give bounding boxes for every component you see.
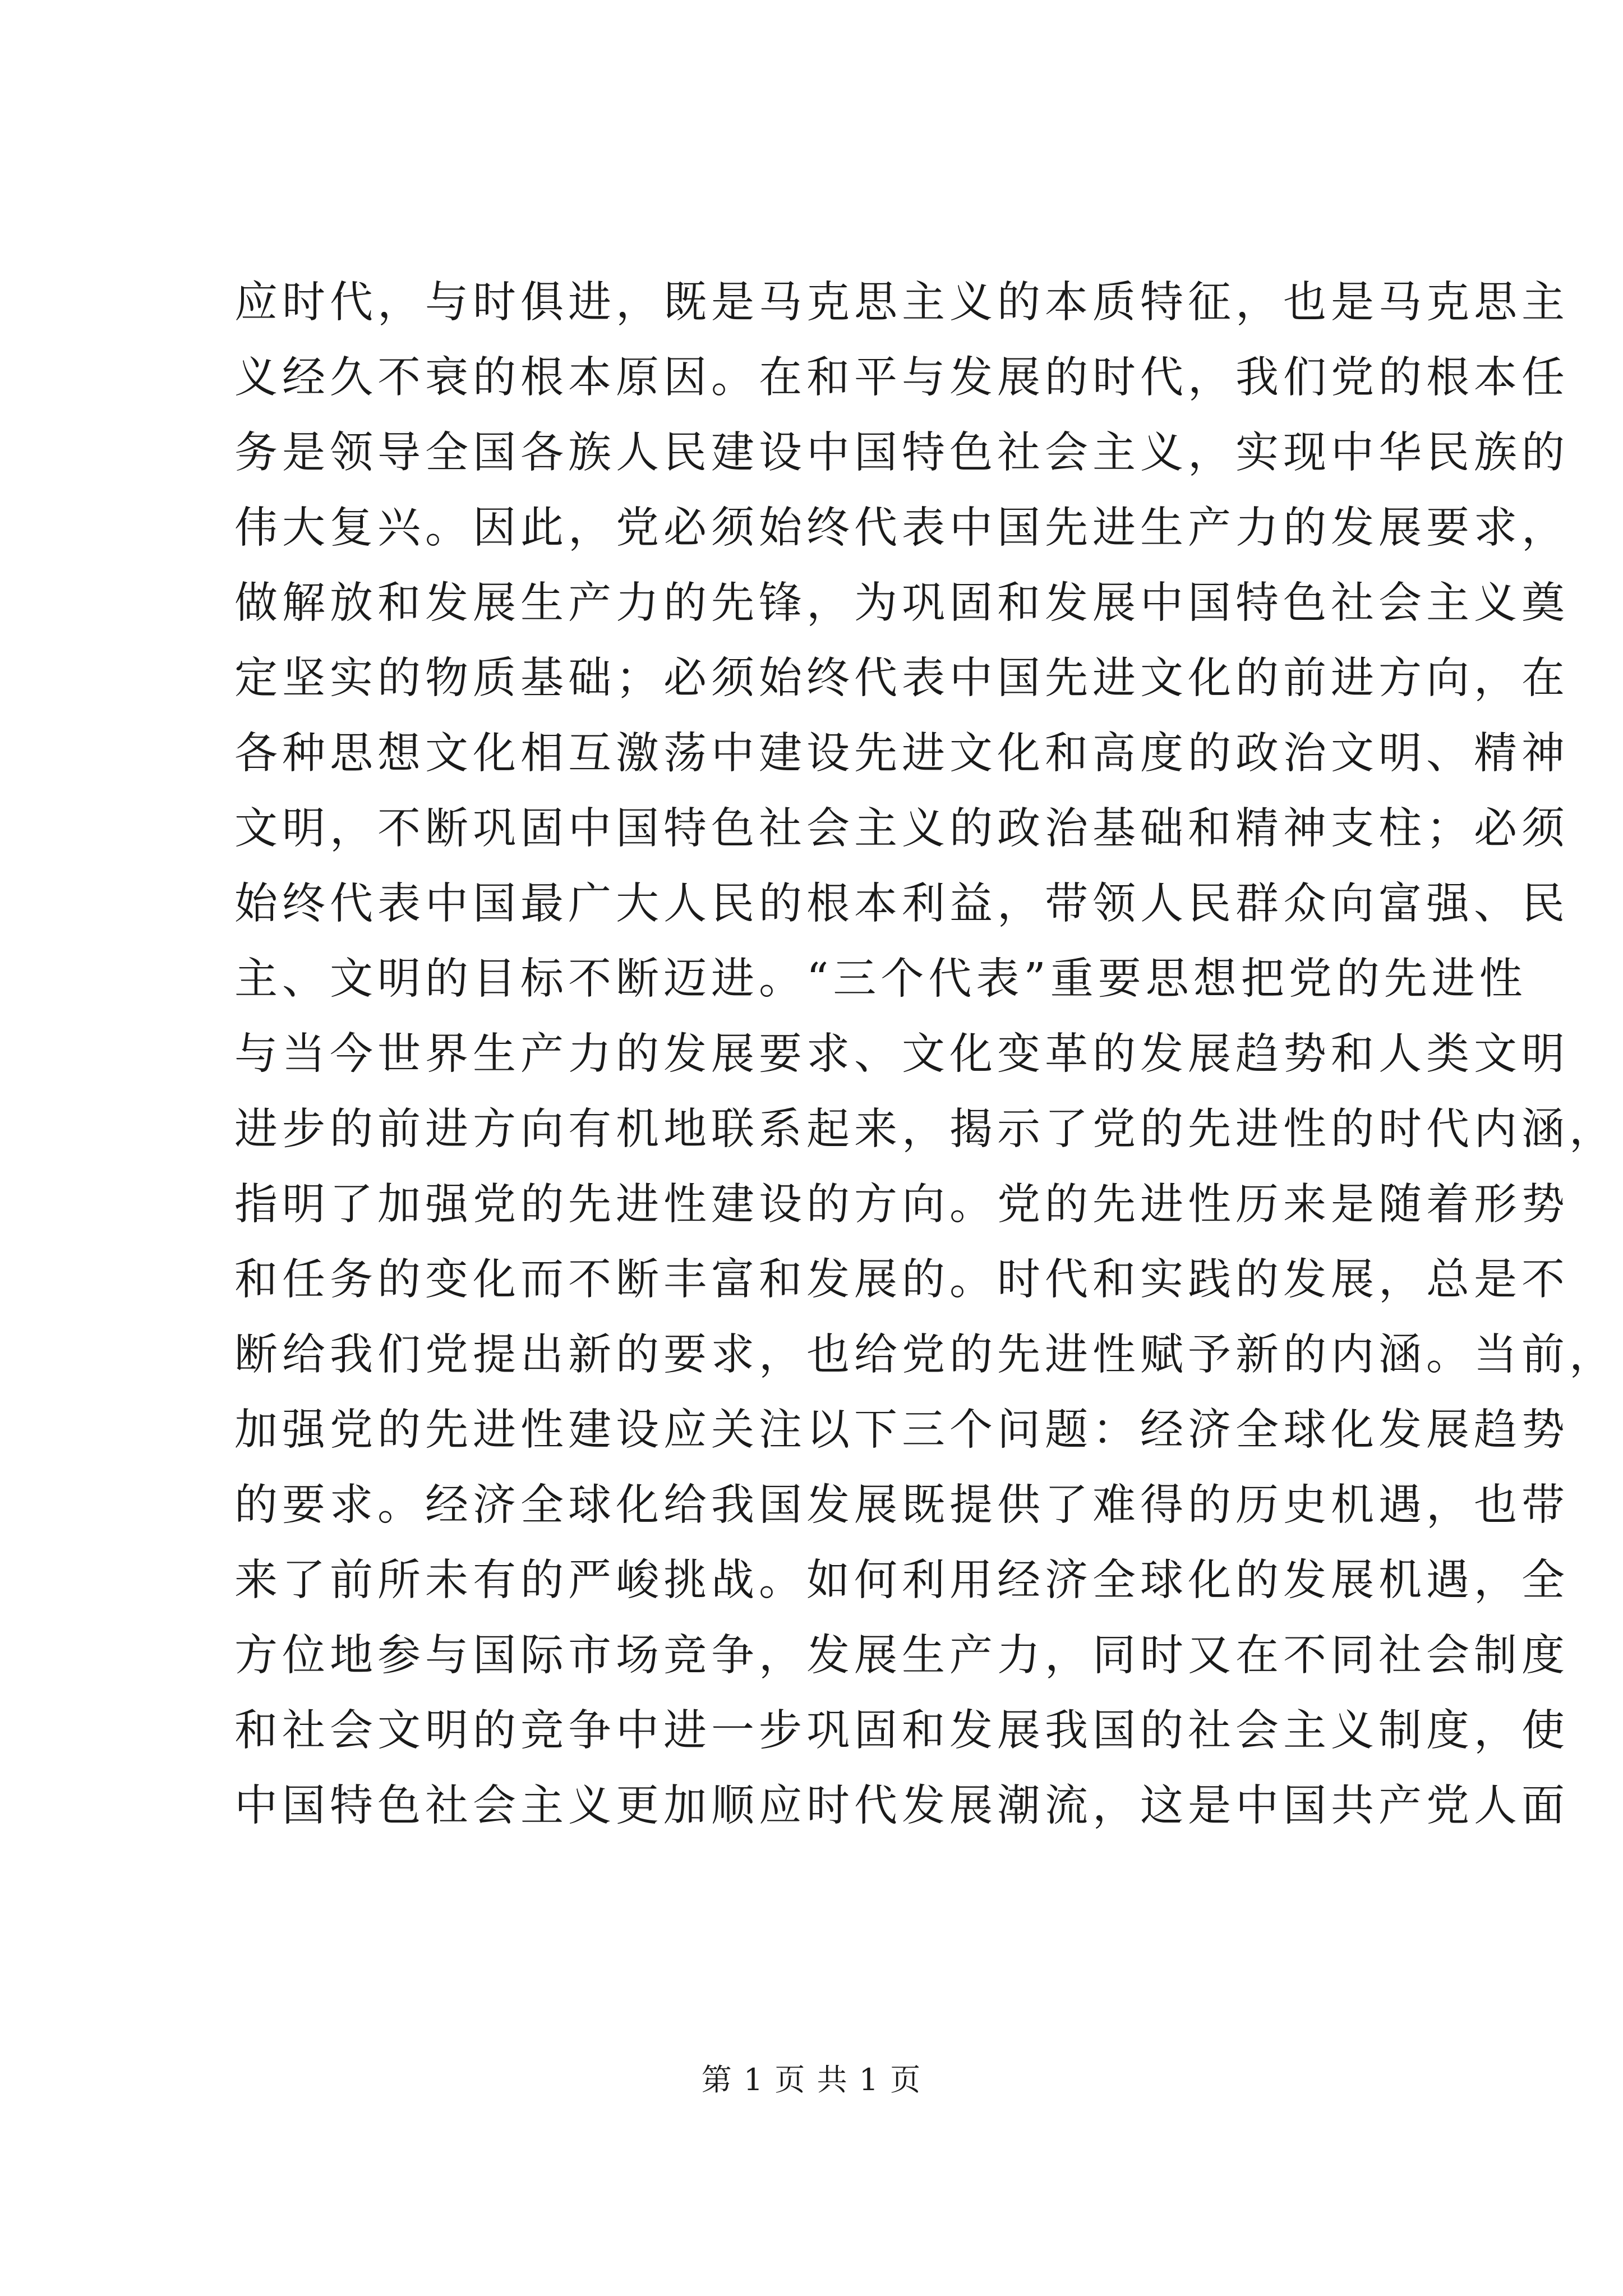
text-line: 伟大复兴。因此，党必须始终代表中国先进生产力的发展要求， (234, 503, 1569, 553)
text-line: 和任务的变化而不断丰富和发展的。时代和实践的发展，总是不 (234, 1255, 1569, 1305)
page-number-footer: 第 1 页 共 1 页 (701, 2062, 922, 2097)
text-line: 义经久不衰的根本原因。在和平与发展的时代，我们党的根本任 (234, 353, 1569, 403)
text-line: 中国特色社会主义更加顺应时代发展潮流，这是中国共产党人面 (234, 1781, 1569, 1831)
text-line: 进步的前进方向有机地联系起来，揭示了党的先进性的时代内涵， (234, 1105, 1617, 1154)
text-line: 应时代，与时俱进，既是马克思主义的本质特征，也是马克思主 (234, 278, 1569, 328)
text-line: 始终代表中国最广大人民的根本利益，带领人民群众向富强、民 (234, 879, 1569, 929)
text-line: 定坚实的物质基础；必须始终代表中国先进文化的前进方向，在 (234, 654, 1569, 703)
text-line: 方位地参与国际市场竞争，发展生产力，同时又在不同社会制度 (234, 1631, 1569, 1681)
text-line: 与当今世界生产力的发展要求、文化变革的发展趋势和人类文明 (234, 1029, 1569, 1079)
text-line: 各种思想文化相互激荡中建设先进文化和高度的政治文明、精神 (234, 729, 1569, 779)
text-line: 务是领导全国各族人民建设中国特色社会主义，实现中华民族的 (234, 428, 1569, 478)
text-line: 加强党的先进性建设应关注以下三个问题：经济全球化发展趋势 (234, 1405, 1569, 1455)
text-line: 指明了加强党的先进性建设的方向。党的先进性历来是随着形势 (234, 1180, 1569, 1230)
text-line: 的要求。经济全球化给我国发展既提供了难得的历史机遇，也带 (234, 1480, 1569, 1530)
text-line: 文明，不断巩固中国特色社会主义的政治基础和精神支柱；必须 (234, 804, 1569, 854)
text-line: 主、文明的目标不断迈进。“三个代表”重要思想把党的先进性 (234, 954, 1527, 1004)
text-line: 做解放和发展生产力的先锋，为巩固和发展中国特色社会主义奠 (234, 578, 1569, 628)
text-line: 和社会文明的竞争中进一步巩固和发展我国的社会主义制度，使 (234, 1706, 1569, 1756)
text-line: 断给我们党提出新的要求，也给党的先进性赋予新的内涵。当前， (234, 1330, 1617, 1380)
text-line: 来了前所未有的严峻挑战。如何利用经济全球化的发展机遇，全 (234, 1556, 1569, 1605)
